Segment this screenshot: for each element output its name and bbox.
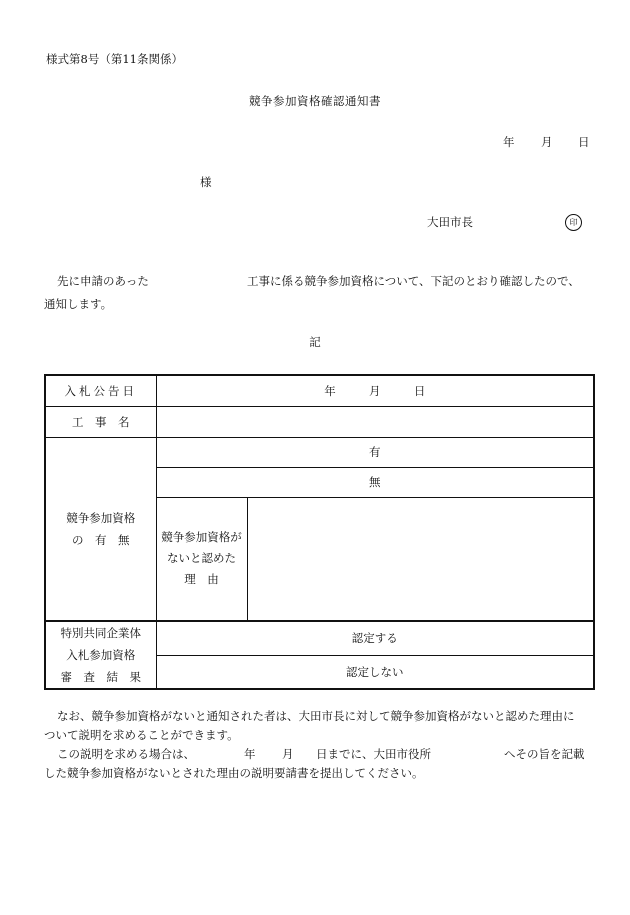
project-name-field[interactable]: [156, 406, 594, 437]
note-line3-a: この説明を求める場合は、: [57, 747, 195, 761]
bid-date-value[interactable]: [156, 375, 594, 406]
eligibility-label-line1: 競争参加資格: [66, 510, 136, 525]
intro-paragraph: [44, 274, 592, 311]
ki-heading: 記: [309, 335, 321, 349]
eligibility-label-line2: の 有 無: [72, 532, 130, 547]
eligibility-label: [45, 437, 156, 621]
details-table: [44, 374, 595, 690]
jv-reject-option[interactable]: 認定しない: [156, 655, 594, 689]
form-number: 様式第8号（第11条関係）: [46, 52, 183, 66]
addressee-suffix: 様: [200, 175, 212, 189]
seal-mark: 印: [565, 214, 582, 231]
note-line1: なお、競争参加資格がないと通知された者は、大田市長に対して競争参加資格がないと認めた理由に: [57, 709, 575, 723]
jv-label-line1: 特別共同企業体: [60, 626, 141, 640]
intro-text-line2: 通知します。: [44, 297, 113, 311]
bid-date-day: 日: [413, 383, 426, 398]
jv-label-line2: 入札参加資格: [66, 648, 136, 662]
note-line3-month: 月: [282, 747, 294, 761]
project-name-label: 工 事 名: [45, 406, 156, 437]
jv-label: [45, 621, 156, 689]
note-line2: ついて説明を求めることができます。: [44, 728, 239, 742]
date-month-label: 月: [541, 135, 553, 149]
issuer-name: 大田市長: [427, 215, 473, 229]
intro-text-a: 先に申請のあった: [57, 274, 149, 288]
reason-field[interactable]: [247, 497, 594, 621]
note-line4: した競争参加資格がないとされた理由の説明要請書を提出してください。: [44, 766, 424, 780]
note-line3-year: 年: [244, 747, 256, 761]
document-title: 競争参加資格確認通知書: [249, 94, 381, 108]
bid-date-label: 入札公告日: [45, 375, 156, 406]
note-line3-b: 日までに、大田市役所: [316, 747, 431, 761]
bid-date-month: 月: [369, 383, 381, 398]
note-line3-c: へその旨を記載: [504, 747, 585, 761]
reason-label: 競争参加資格がないと認めた 理 由: [156, 497, 247, 621]
date-day-label: 日: [578, 135, 590, 149]
bid-date-year: 年: [324, 383, 336, 398]
jv-approve-option[interactable]: 認定する: [156, 621, 594, 655]
date-year-label: 年: [503, 135, 515, 149]
intro-text-b: 工事に係る競争参加資格について、下記のとおり確認したので、: [247, 274, 580, 288]
jv-label-line3: 審 査 結 果: [60, 670, 141, 684]
option-yes[interactable]: 有: [156, 437, 594, 467]
option-no[interactable]: 無: [156, 467, 594, 497]
